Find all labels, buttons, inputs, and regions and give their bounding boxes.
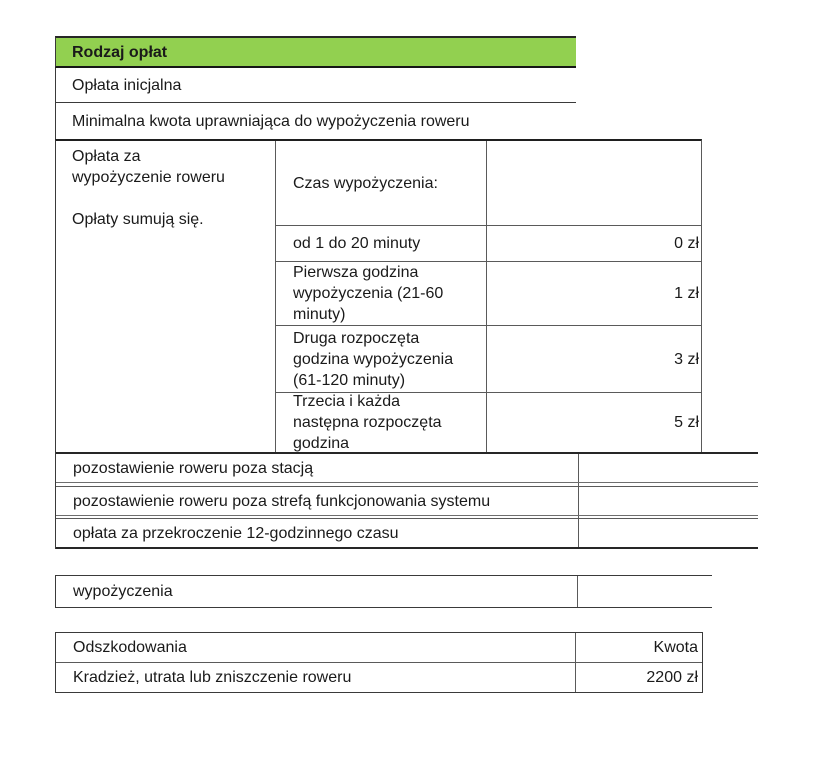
- tier-price-cell: [487, 226, 702, 261]
- compensation-table: [55, 632, 703, 693]
- tier-header-price-cell: [487, 141, 702, 225]
- compensation-header-label: Odszkodowania: [73, 639, 187, 656]
- tier-header-label: Czas wypożyczenia:: [293, 174, 438, 192]
- rental-fee-label: Opłata za wypożyczenie roweru: [72, 148, 225, 186]
- tier-period-label: Pierwsza godzina wypożyczenia (21-60 minuty): [293, 264, 444, 323]
- fee-row-minimal-label: Minimalna kwota uprawniająca do wypożyczenia roweru: [72, 112, 470, 130]
- penalty-rows-block: [55, 452, 757, 549]
- compensation-row-amount: 2200 zł: [646, 669, 698, 686]
- continuation-row: [55, 575, 712, 608]
- fees-table-header-label: Rodzaj opłat: [72, 43, 168, 61]
- fee-row-initial-label: Opłata inicjalna: [72, 76, 182, 94]
- compensation-row-label: Kradzież, utrata lub zniszczenie roweru: [73, 669, 352, 686]
- tier-price-value: 1 zł: [674, 285, 699, 302]
- tier-period-label: Trzecia i każda następna rozpoczęta godzina: [293, 393, 442, 452]
- tier-period-label: od 1 do 20 minuty: [293, 235, 421, 252]
- tier-price-value: 0 zł: [674, 235, 699, 252]
- rental-fee-note: Opłaty sumują się.: [72, 211, 204, 228]
- tier-period-cell: [276, 326, 487, 392]
- penalty-row-label: opłata za przekroczenie 12-godzinnego czasu: [73, 524, 399, 542]
- fee-row-minimal: [55, 103, 576, 139]
- fees-table-header: [55, 36, 576, 68]
- penalty-row: [56, 518, 758, 549]
- compensation-row: [56, 663, 702, 692]
- penalty-row-label: pozostawienie roweru poza stacją: [73, 459, 314, 477]
- tier-period-cell: [276, 226, 487, 261]
- fee-row-initial: [55, 68, 576, 103]
- compensation-header-amount: Kwota: [653, 639, 698, 656]
- penalty-row-label: pozostawienie roweru poza strefą funkcjonowania systemu: [73, 492, 491, 510]
- tier-period-label: Druga rozpoczęta godzina wypożyczenia (61-120 minuty): [293, 329, 454, 389]
- penalty-row: [56, 486, 758, 516]
- tier-period-cell: [276, 262, 487, 325]
- column-divider: [577, 576, 578, 607]
- compensation-header-label-cell: [56, 633, 576, 662]
- continuation-row-label: wypożyczenia: [73, 583, 173, 600]
- compensation-header-row: [56, 633, 702, 663]
- tier-price-cell: [487, 262, 702, 325]
- rental-fee-label-cell: [56, 141, 276, 452]
- compensation-row-label-cell: [56, 663, 576, 692]
- compensation-row-amount-cell: [576, 663, 702, 692]
- tier-price-value: 3 zł: [674, 350, 699, 368]
- tier-header-row: [276, 141, 702, 225]
- tier-row: [276, 225, 702, 261]
- compensation-header-amount-cell: [576, 633, 702, 662]
- tier-price-cell: [487, 326, 702, 392]
- tier-header-cell: [276, 141, 487, 225]
- tier-row: [276, 325, 702, 392]
- tier-period-cell: [276, 393, 487, 452]
- tier-price-value: 5 zł: [674, 414, 699, 431]
- rental-fees-section: [55, 139, 702, 452]
- penalty-row: [56, 452, 758, 483]
- tier-row: [276, 392, 702, 452]
- tier-row: [276, 261, 702, 325]
- tier-price-cell: [487, 393, 702, 452]
